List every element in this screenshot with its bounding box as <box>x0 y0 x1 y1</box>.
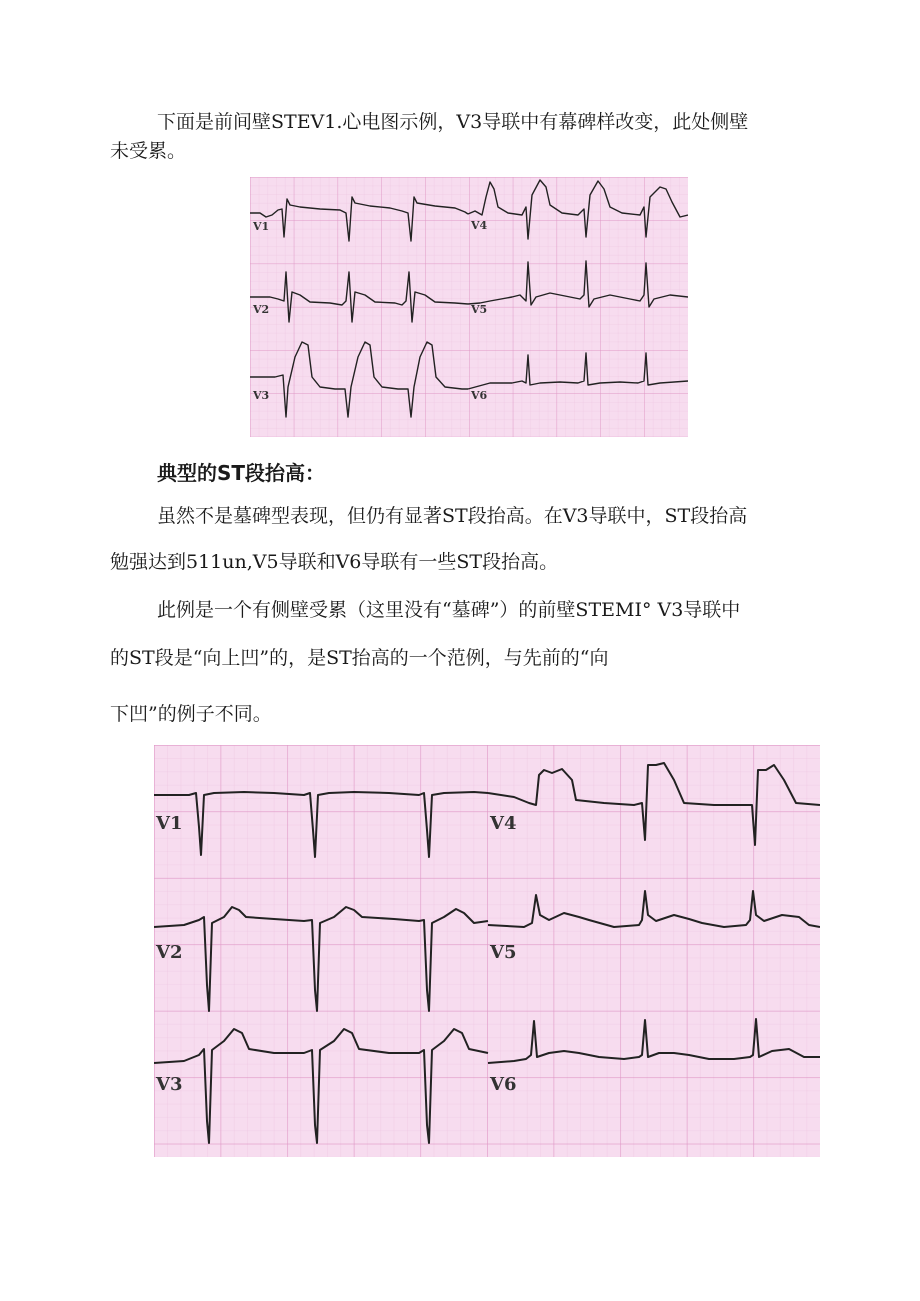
ecg2-lead-label: V3 <box>156 1074 183 1095</box>
ecg2-lead-label: V2 <box>156 942 183 963</box>
ecg1-lead-label: V1 <box>253 220 270 233</box>
ecg1-lead-label: V3 <box>253 389 270 402</box>
para3-line-3: 下凹”的例子不同。 <box>110 703 272 725</box>
intro-line-2: 未受累。 <box>110 140 187 162</box>
para2-line-2: 勉强达到511un,V5导联和V6导联有一些ST段抬高。 <box>110 551 559 573</box>
ecg2-lead-label: V5 <box>490 942 517 963</box>
ecg1-lead-label: V4 <box>471 219 488 232</box>
ecg-figure-2 <box>154 745 820 1157</box>
ecg1-lead-label: V5 <box>471 303 488 316</box>
para3-line-2: 的ST段是“向上凹”的，是ST抬高的一个范例，与先前的“向 <box>110 647 609 669</box>
ecg2-lead-label: V1 <box>156 813 183 834</box>
para3-line-1: 此例是一个有侧壁受累（这里没有“墓碑”）的前壁STEMI° V3导联中 <box>157 599 741 621</box>
ecg-figure-1 <box>250 177 688 437</box>
ecg1-lead-label: V2 <box>253 303 270 316</box>
ecg2-lead-label: V6 <box>490 1074 517 1095</box>
ecg2-lead-label: V4 <box>490 813 517 834</box>
ecg1-lead-label: V6 <box>471 389 488 402</box>
section-heading: 典型的ST段抬高： <box>157 461 326 485</box>
intro-line-1: 下面是前间壁STEV1.心电图示例，V3导联中有幕碑样改变，此处侧壁 <box>157 111 749 133</box>
para2-line-1: 虽然不是墓碑型表现，但仍有显著ST段抬高。在V3导联中，ST段抬高 <box>157 505 748 527</box>
